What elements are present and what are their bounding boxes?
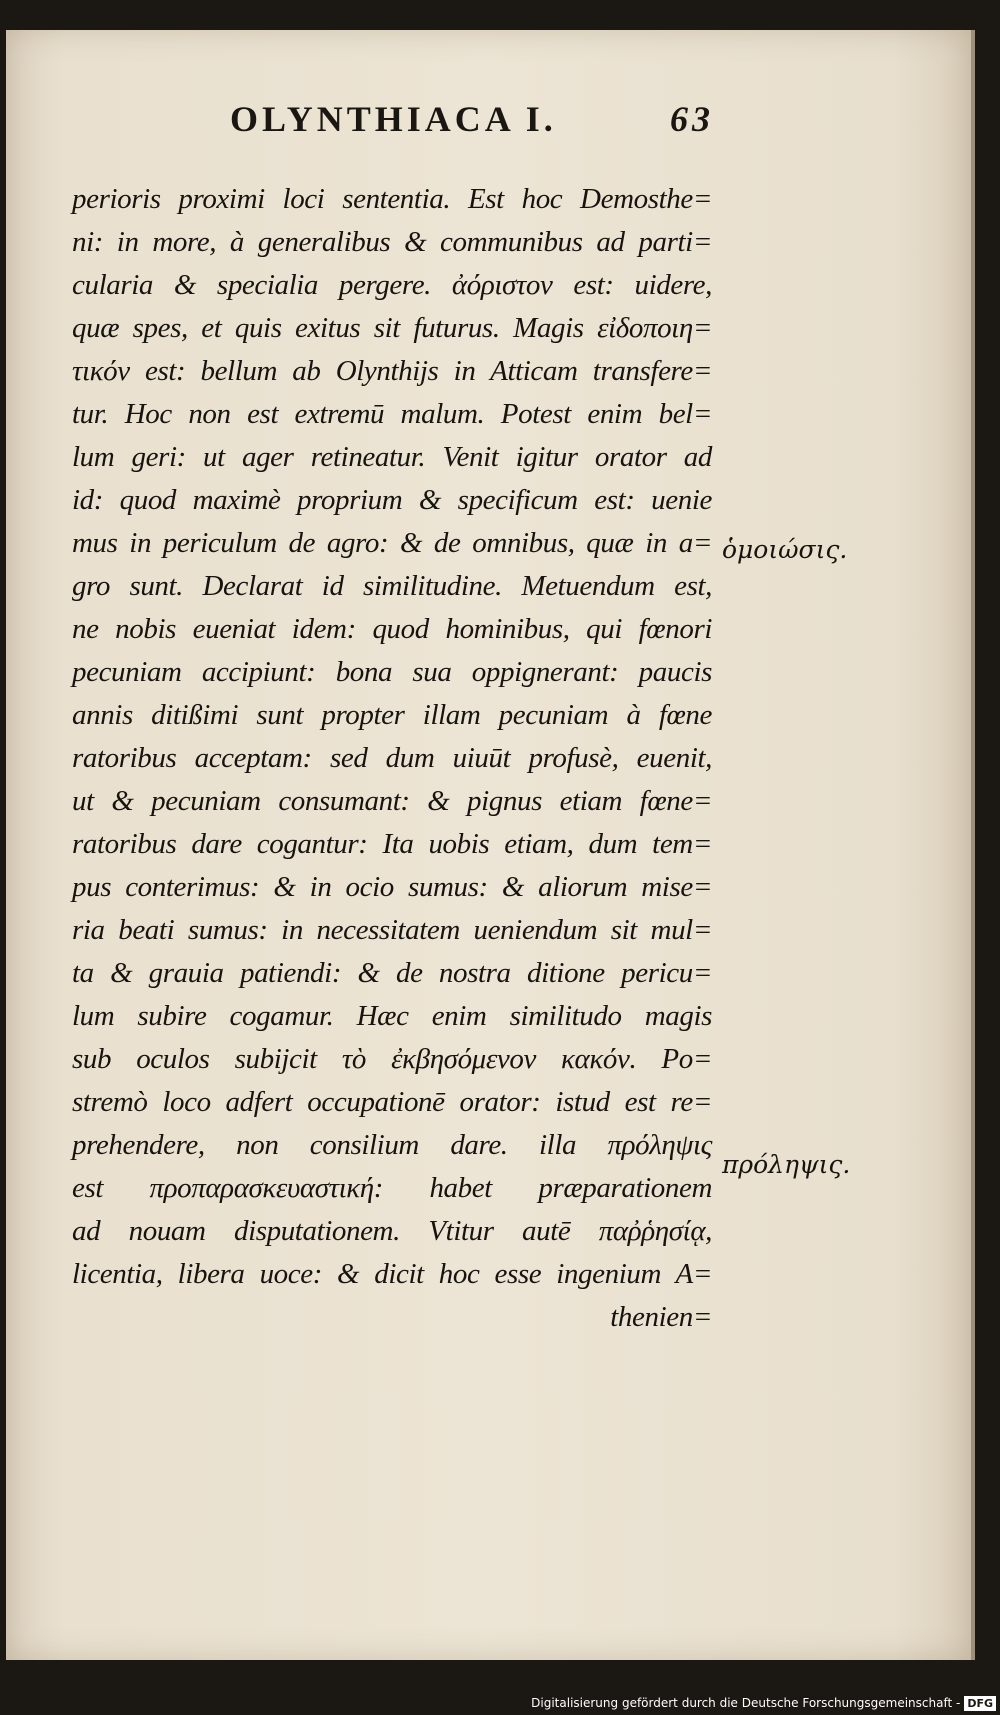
text-line: stremò loco adfert occupationē orator: istud est re= — [72, 1086, 712, 1118]
text-line: id: quod maximè proprium & specificum est: uenie — [72, 484, 712, 516]
text-line: perioris proximi loci sententia. Est hoc Demosthe= — [72, 183, 712, 215]
margin-note-prolepsis: πρόληψις. — [722, 1150, 851, 1179]
text-line: pus conterimus: & in ocio sumus: & aliorum mise= — [72, 871, 712, 903]
text-line: ad nouam disputationem. Vtitur autē παῤῥησίᾳ, — [72, 1215, 712, 1247]
text-line: ria beati sumus: in necessitatem ueniendum sit mul= — [72, 914, 712, 946]
text-line: ratoribus dare cogantur: Ita uobis etiam, dum tem= — [72, 828, 712, 860]
dfg-logo: DFG — [964, 1696, 996, 1711]
text-line: sub oculos subijcit τὸ ἐκβησόμενον κακόν. Po= — [72, 1043, 712, 1075]
text-line: annis ditißimi sunt propter illam pecuniam à fœne — [72, 699, 712, 731]
text-line: pecuniam accipiunt: bona sua oppignerant: paucis — [72, 656, 712, 688]
running-head — [230, 98, 714, 148]
running-head-title: OLYNTHIACA I. — [230, 99, 557, 139]
body-text — [72, 178, 712, 1339]
credit-text: Digitalisierung gefördert durch die Deutsche Forschungsgemeinschaft - — [531, 1696, 961, 1710]
text-line: gro sunt. Declarat id similitudine. Metuendum est, — [72, 570, 712, 602]
text-line: ut & pecuniam consumant: & pignus etiam fœne= — [72, 785, 712, 817]
text-line: tur. Hoc non est extremū malum. Potest enim bel= — [72, 398, 712, 430]
text-line: ratoribus acceptam: sed dum uiuūt profusè, euenit, — [72, 742, 712, 774]
text-line: quæ spes, et quis exitus sit futurus. Magis εἰδοποιη= — [72, 312, 712, 344]
page-number: 63 — [670, 99, 714, 139]
digitization-credit — [531, 1693, 996, 1713]
text-line: ne nobis eueniat idem: quod hominibus, qui fœnori — [72, 613, 712, 645]
margin-note-homoiosis: ὁμοιώσις. — [722, 535, 848, 564]
text-line: prehendere, non consilium dare. illa πρόληψις — [72, 1129, 712, 1161]
text-line: mus in periculum de agro: & de omnibus, quæ in a= — [72, 527, 712, 559]
text-line: ta & grauia patiendi: & de nostra ditione pericu= — [72, 957, 712, 989]
text-line: lum geri: ut ager retineatur. Venit igitur orator ad — [72, 441, 712, 473]
catchword: thenien= — [610, 1301, 712, 1333]
text-line: licentia, libera uoce: & dicit hoc esse ingenium A= — [72, 1258, 712, 1290]
text-line: τικόν est: bellum ab Olynthijs in Atticam transfere= — [72, 355, 712, 387]
text-line: lum subire cogamur. Hæc enim similitudo magis — [72, 1000, 712, 1032]
text-line: cularia & specialia pergere. ἀόριστον est: uidere, — [72, 269, 712, 301]
text-line: est προπαρασκευαστική: habet præparationem — [72, 1172, 712, 1204]
text-line: ni: in more, à generalibus & communibus ad parti= — [72, 226, 712, 258]
